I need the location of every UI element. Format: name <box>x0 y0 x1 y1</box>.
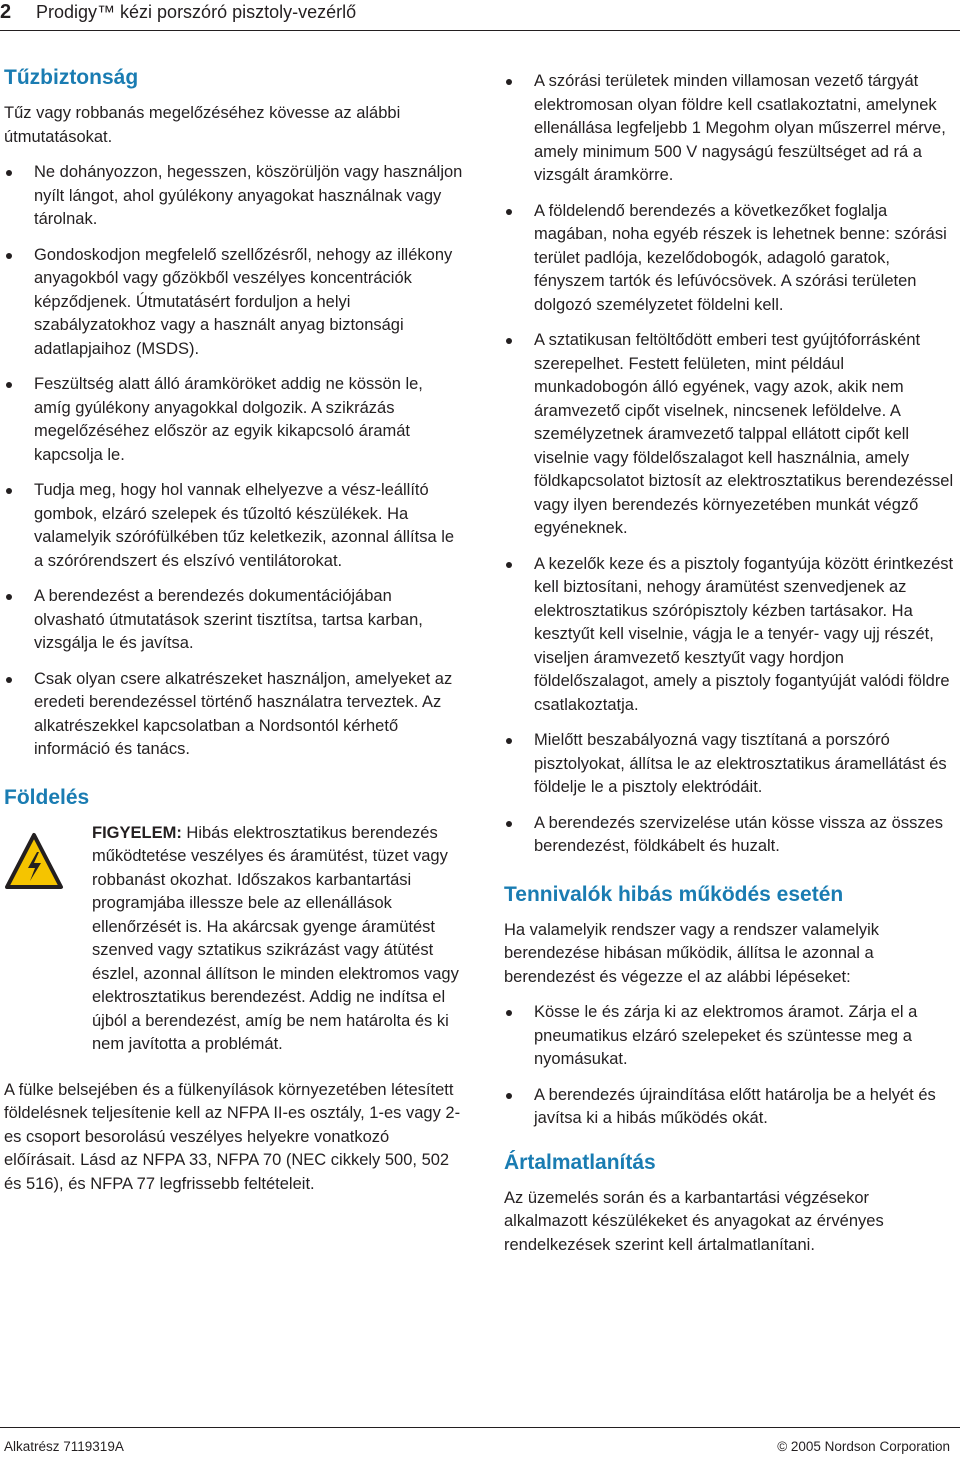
copyright: © 2005 Nordson Corporation <box>777 1439 950 1454</box>
page-header <box>0 0 960 30</box>
list-item: Feszültség alatt álló áramköröket addig ne kössön le, amíg gyúlékony anyagokkal dolgozik. A szikrázás megelőzéséhez először az egyik kikapcsoló áramát kapcsolja le. <box>4 373 464 467</box>
bullet-icon <box>6 677 12 683</box>
bullet-icon <box>506 79 512 85</box>
bullet-icon <box>506 209 512 215</box>
list-item: Kösse le és zárja ki az elektromos áramot. Zárja el a pneumatikus elzáró szelepeket és szüntesse meg a nyomásukat. <box>504 1001 954 1072</box>
list-item: Mielőtt beszabályozná vagy tisztítaná a porszóró pisztolyokat, állítsa le az elektrosztatikus áramellátást és földelje le a pisztoly elektródáit. <box>504 729 954 800</box>
section-title-fire-safety: Tűzbiztonság <box>4 66 139 89</box>
bullet-icon <box>6 170 12 176</box>
fire-safety-intro: Tűz vagy robbanás megelőzéséhez kövesse az alábbi útmutatásokat. <box>4 104 401 146</box>
grounding-paragraph: A fülke belsejében és a fülkenyílások környezetében létesített földelésnek teljesítenie kell az NFPA II-es osztály, 1-es vagy 2-es csoport besorolású veszélyes helyekre vonatkozó előírásait. Lásd az NFPA 33, NFPA 70 (NEC cikkely 500, 502 és 516), és NFPA 77 legfrissebb feltételeit. <box>4 1080 461 1193</box>
warning-box <box>4 822 464 1057</box>
grounding-list <box>504 70 954 859</box>
list-item: A szórási területek minden villamosan vezető tárgyát elektromosan olyan földre kell csatlakoztatni, amelynek ellenállása legfeljebb 1 Megohm olyan műszerrel mérve, amely minimum 500 V nagyságú feszültséget ad rá a vizsgált áramkörre. <box>504 70 954 188</box>
right-column <box>504 70 954 1269</box>
bullet-icon <box>506 821 512 827</box>
fire-safety-list <box>4 161 464 762</box>
section-title-disposal: Ártalmatlanítás <box>504 1150 656 1174</box>
section-title-troubleshooting: Tennivalók hibás működés esetén <box>504 882 844 906</box>
electrical-hazard-icon <box>4 832 64 892</box>
list-item: A földelendő berendezés a következőket foglalja magában, noha egyéb részek is lehetnek benne: szórási terület padlója, kezelődobogók, adagoló garatok, fényszem tartók és lefúvócsövek. A szórási területen dolgozó személyzetet földelni kell. <box>504 200 954 318</box>
bullet-icon <box>506 738 512 744</box>
header-divider <box>0 30 960 31</box>
list-item: A berendezés szervizelése után kösse vissza az összes berendezést, földkábelt és huzalt. <box>504 812 954 859</box>
bullet-icon <box>506 1093 512 1099</box>
list-item: A kezelők keze és a pisztoly fogantyúja között érintkezést kell biztosítani, nehogy áramütést szenvedjenek az elektrosztatikus szórópisztoly kézben tartásakor. Ha kesztyűt kell viselnie, vágja le a tenyér- vagy ujj részét, viseljen áramvezető kesztyűt vagy hordjon földelőszalagot, amely a pisztoly fogantyúját valódi földre csatlakoztatja. <box>504 553 954 718</box>
list-item: Tudja meg, hogy hol vannak elhelyezve a vész-leállító gombok, elzáró szelepek és tűzoltó készülékek. Ha valamelyik szórófülkében tűz keletkezik, azonnal állítsa le a szórórendszert és elszívó ventilátorokat. <box>4 479 464 573</box>
bullet-icon <box>6 488 12 494</box>
bullet-icon <box>6 253 12 259</box>
list-item: Ne dohányozzon, hegesszen, köszörüljön vagy használjon nyílt lángot, ahol gyúlékony anyagokat használnak vagy tárolnak. <box>4 161 464 232</box>
list-item: A berendezés újraindítása előtt határolja be a helyét és javítsa ki a hibás működés okát. <box>504 1084 954 1131</box>
section-title-grounding: Földelés <box>4 785 90 809</box>
page-number: 2 <box>0 1 12 23</box>
troubleshooting-intro: Ha valamelyik rendszer vagy a rendszer valamelyik berendezése hibásan működik, állítsa le azonnal a berendezést és végezze el az alábbi lépéseket: <box>504 920 880 986</box>
list-item: Csak olyan csere alkatrészeket használjon, amelyeket az eredeti berendezéssel történő használatra terveztek. Az alkatrészekkel kapcsolatban a Nordsontól kérhető információ és tanács. <box>4 668 464 762</box>
footer-divider <box>0 1427 960 1428</box>
part-number: Alkatrész 7119319A <box>4 1439 124 1454</box>
list-item: A sztatikusan feltöltődött emberi test gyújtóforrásként szerepelhet. Festett felületen, mint például munkadobogón álló egyének, vagy azok, akik nem áramvezető cipőt viselnek, nincsenek leföldelve. A személyzetnek áramvezető talppal ellátott cipőt kell viselnie vagy földelőszalagot kell használnia, amely földkapcsolatot biztosít az elektrosztatikus berendezéssel vagy ilyen berendezés környezetében munkát végző egyéneknek. <box>504 329 954 541</box>
warning-label: FIGYELEM: <box>92 823 182 842</box>
bullet-icon <box>506 1010 512 1016</box>
running-title: Prodigy™ kézi porszóró pisztoly-vezérlő <box>36 2 357 22</box>
bullet-icon <box>6 382 12 388</box>
warning-body: Hibás elektrosztatikus berendezés működtetése veszélyes és áramütést, tüzet vagy robbanást okozhat. Időszakos karbantartási programjába illessze bele az ellenállások ellenőrzését is. Ha akárcsak gyenge áramütést szenved vagy sztatikus szikrázást vagy átütést észlel, azonnal állítson le minden elektromos vagy elektrosztatikus berendezést. Addig ne indítsa el újból a berendezést, amíg be nem határolta és ki nem javította a problémát. <box>92 823 459 1053</box>
bullet-icon <box>506 338 512 344</box>
bullet-icon <box>506 562 512 568</box>
left-column <box>4 64 464 1208</box>
list-item: A berendezést a berendezés dokumentációjában olvasható útmutatások szerint tisztítsa, tartsa karban, vizsgálja le és javítsa. <box>4 585 464 656</box>
warning-text <box>92 822 464 1057</box>
disposal-text: Az üzemelés során és a karbantartási végzésekor alkalmazott készülékeket és anyagokat az érvényes rendelkezések szerint kell ártalmatlanítani. <box>504 1188 884 1254</box>
troubleshooting-list <box>504 1001 954 1131</box>
bullet-icon <box>6 594 12 600</box>
list-item: Gondoskodjon megfelelő szellőzésről, nehogy az illékony anyagokból vagy gőzökből veszélyes koncentrációk képződjenek. Útmutatásért forduljon a helyi szabályzatokhoz vagy a használt anyag biztonsági adatlapjaihoz (MSDS). <box>4 244 464 362</box>
